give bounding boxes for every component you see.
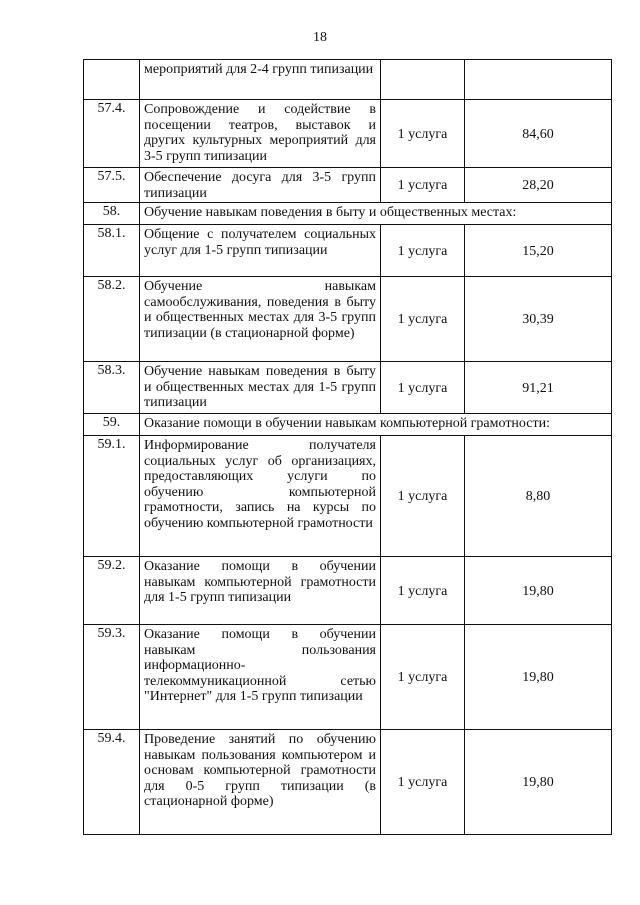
table-row (84, 436, 612, 557)
table-body (84, 60, 612, 835)
unit-cell: 1 услуга (381, 168, 465, 203)
services-tariff-table (83, 59, 612, 835)
row-number-cell: 59.4. (84, 730, 140, 835)
price-cell (465, 60, 612, 100)
service-description-cell: Обеспечение досуга для 3-5 групп типизации (140, 168, 381, 203)
table-row (84, 60, 612, 100)
service-description-cell: Оказание помощи в обучении навыкам пользования информационно-телекоммуникационной сетью "Интернет" для 1-5 групп типизации (140, 625, 381, 730)
page-number: 18 (313, 30, 327, 45)
row-number-cell: 58.2. (84, 277, 140, 362)
unit-cell: 1 услуга (381, 100, 465, 168)
section-row (84, 203, 612, 225)
service-description-cell: Сопровождение и содействие в посещении театров, выставок и других культурных мероприятий для 3-5 групп типизации (140, 100, 381, 168)
row-number-cell: 57.4. (84, 100, 140, 168)
unit-cell: 1 услуга (381, 557, 465, 625)
table-row (84, 625, 612, 730)
price-cell: 28,20 (465, 168, 612, 203)
price-cell: 84,60 (465, 100, 612, 168)
table-row (84, 362, 612, 414)
row-number-cell: 58. (84, 203, 140, 225)
row-number-cell: 59.2. (84, 557, 140, 625)
row-number-cell: 59.1. (84, 436, 140, 557)
row-number-cell: 58.1. (84, 225, 140, 277)
service-description-cell: Обучение навыкам поведения в быту и общественных местах для 1-5 групп типизации (140, 362, 381, 414)
section-title-cell: Обучение навыкам поведения в быту и общественных местах: (140, 203, 612, 225)
service-description-cell: Оказание помощи в обучении навыкам компьютерной грамотности для 1-5 групп типизации (140, 557, 381, 625)
unit-cell: 1 услуга (381, 362, 465, 414)
table-row (84, 225, 612, 277)
service-description-cell: Общение с получателем социальных услуг для 1-5 групп типизации (140, 225, 381, 277)
price-cell: 8,80 (465, 436, 612, 557)
unit-cell: 1 услуга (381, 436, 465, 557)
unit-cell: 1 услуга (381, 625, 465, 730)
price-cell: 19,80 (465, 625, 612, 730)
row-number-cell: 58.3. (84, 362, 140, 414)
unit-cell: 1 услуга (381, 225, 465, 277)
row-number-cell (84, 60, 140, 100)
row-number-cell: 57.5. (84, 168, 140, 203)
service-description-cell: Информирование получателя социальных услуг об организациях, предоставляющих услуги по обучению компьютерной грамотности, запись на курсы по обучению компьютерной грамотности (140, 436, 381, 557)
price-cell: 15,20 (465, 225, 612, 277)
table-row (84, 168, 612, 203)
price-cell: 19,80 (465, 730, 612, 835)
unit-cell: 1 услуга (381, 277, 465, 362)
price-cell: 30,39 (465, 277, 612, 362)
service-description-cell: Проведение занятий по обучению навыкам пользования компьютером и основам компьютерной грамотности для 0-5 групп типизации (в стационарной форме) (140, 730, 381, 835)
table-row (84, 277, 612, 362)
unit-cell (381, 60, 465, 100)
service-description-cell: Обучение навыкам самообслуживания, поведения в быту и общественных местах для 3-5 групп типизации (в стационарной форме) (140, 277, 381, 362)
price-cell: 91,21 (465, 362, 612, 414)
section-row (84, 414, 612, 436)
unit-cell: 1 услуга (381, 730, 465, 835)
service-description-cell: мероприятий для 2-4 групп типизации (140, 60, 381, 100)
price-cell: 19,80 (465, 557, 612, 625)
row-number-cell: 59.3. (84, 625, 140, 730)
section-title-cell: Оказание помощи в обучении навыкам компьютерной грамотности: (140, 414, 612, 436)
table-row (84, 100, 612, 168)
row-number-cell: 59. (84, 414, 140, 436)
table-row (84, 730, 612, 835)
table-row (84, 557, 612, 625)
